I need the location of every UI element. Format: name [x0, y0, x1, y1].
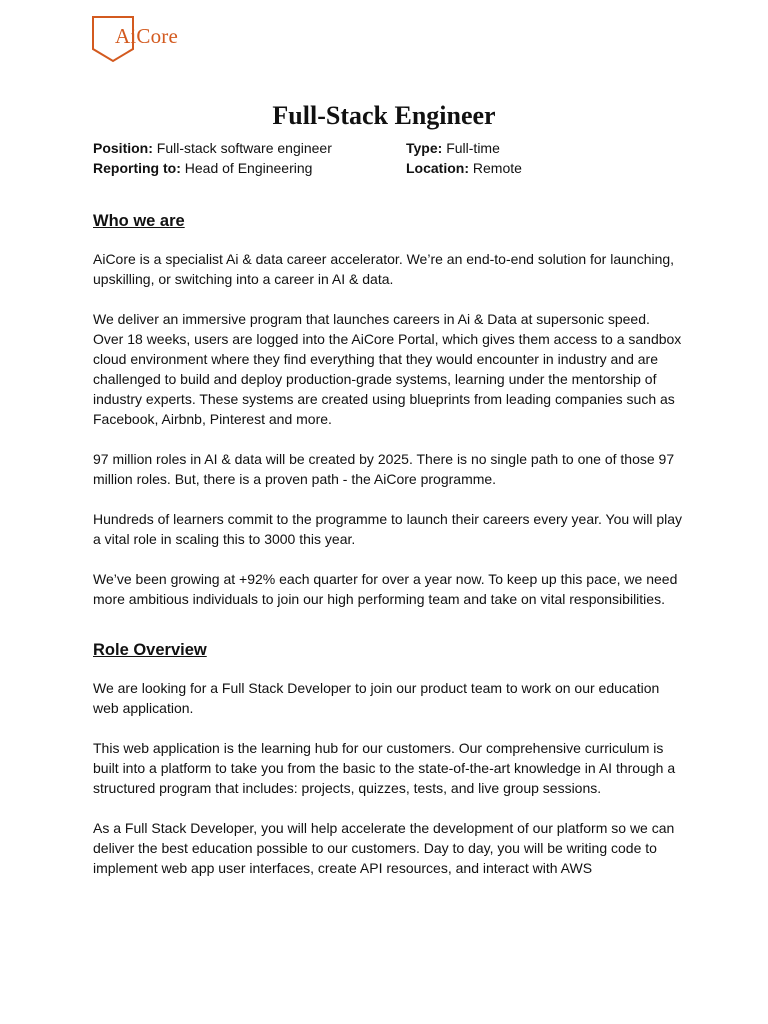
section-heading-role-overview: Role Overview — [93, 641, 207, 659]
logo-text: AiCore — [115, 24, 179, 48]
reporting-value: Head of Engineering — [184, 160, 313, 176]
document-body — [93, 209, 683, 898]
type-value: Full-time — [446, 140, 500, 156]
paragraph: 97 million roles in AI & data will be created by 2025. There is no single path to one of those 97 million roles. But, there is a proven path - the AiCore programme. — [93, 451, 675, 487]
meta-row-2 — [93, 158, 693, 178]
position-label: Position: — [93, 140, 153, 156]
paragraph: AiCore is a specialist Ai & data career accelerator. We’re an end-to-end solution for launching, upskilling, or switching into a career in AI & data. — [93, 251, 675, 287]
meta-row-1 — [93, 138, 693, 158]
paragraph: We are looking for a Full Stack Developer to join our product team to work on our education web application. — [93, 680, 660, 716]
aicore-logo — [91, 15, 191, 65]
paragraph: We’ve been growing at +92% each quarter for over a year now. To keep up this pace, we need more ambitious individuals to join our high performing team and take on vital responsibilities. — [93, 571, 678, 607]
job-meta — [93, 138, 693, 178]
position-field — [93, 138, 406, 158]
paragraph: As a Full Stack Developer, you will help accelerate the development of our platform so we can deliver the best education possible to our customers. Day to day, you will be writing code to implement web app user interfaces, create API resources, and interact with AWS — [93, 820, 675, 876]
reporting-label: Reporting to: — [93, 160, 181, 176]
location-label: Location: — [406, 160, 469, 176]
location-value: Remote — [472, 160, 522, 176]
type-label: Type: — [406, 140, 443, 156]
location-field — [406, 158, 522, 178]
paragraph: This web application is the learning hub for our customers. Our comprehensive curriculum is built into a platform to take you from the basic to the state-of-the-art knowledge in AI through a structured program that includes: projects, quizzes, tests, and live group sessions. — [93, 740, 676, 796]
paragraph: Hundreds of learners commit to the programme to launch their careers every year. You will play a vital role in scaling this to 3000 this year. — [93, 511, 683, 547]
paragraph: We deliver an immersive program that launches careers in Ai & Data at supersonic speed. Over 18 weeks, users are logged into the AiCore Portal, which gives them access to a sandbox cloud environment where they find everything that they would encounter in industry and are challenged to build and deploy production-grade systems, learning under the mentorship of industry experts. These systems are created using blueprints from leading companies such as Facebook, Airbnb, Pinterest and more. — [93, 311, 682, 427]
type-field — [406, 138, 500, 158]
section-heading-who-we-are: Who we are — [93, 212, 185, 230]
reporting-field — [93, 158, 406, 178]
position-value: Full-stack software engineer — [156, 140, 332, 156]
page-title: Full-Stack Engineer — [272, 101, 496, 130]
